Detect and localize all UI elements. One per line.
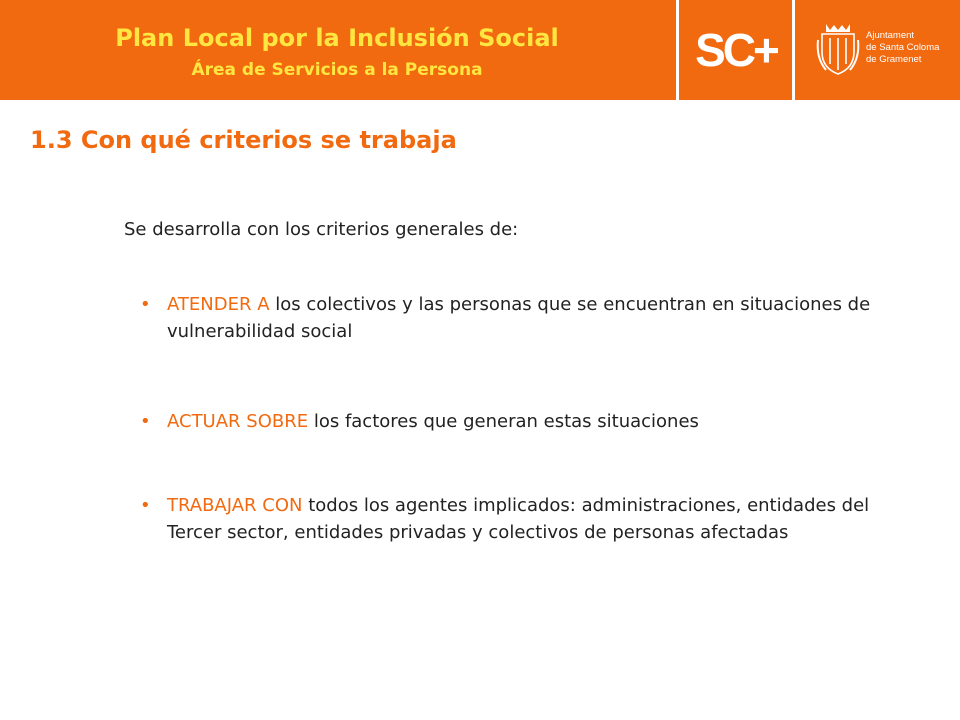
criterion-keyword: ATENDER A [167,294,270,315]
intro-text: Se desarrolla con los criterios generales de: [124,219,519,240]
list-item-text [167,492,897,546]
ajuntament-line: de Gramenet [866,54,922,65]
bullet-icon: • [140,495,151,516]
criterion-keyword: ACTUAR SOBRE [167,411,309,432]
ajuntament-logo [814,20,954,80]
criterion-keyword: TRABAJAR CON [167,495,303,516]
header-bar [0,0,960,100]
criterion-text: los factores que generan estas situaciones [308,411,699,432]
sc-plus-logo: SC+ [695,24,777,76]
header-divider [676,0,679,100]
ajuntament-name [866,30,956,66]
header-title: Plan Local por la Inclusión Social [115,24,559,52]
header-subtitle: Área de Servicios a la Persona [191,60,483,80]
bullet-icon: • [140,411,151,432]
section-title: 1.3 Con qué criterios se trabaja [30,126,457,154]
list-item-text [167,408,897,435]
ajuntament-line: Ajuntament [866,30,915,41]
criterion-text: todos los agentes implicados: administraciones, entidades del Tercer sector, entidades privadas y colectivos de personas afectadas [167,495,870,543]
header-title-area [0,0,674,100]
criterion-text: los colectivos y las personas que se encuentran en situaciones de vulnerabilidad social [167,294,871,342]
ajuntament-line: de Santa Coloma [866,42,940,53]
list-item-text [167,291,897,345]
bullet-icon: • [140,294,151,315]
header-divider [792,0,795,100]
municipal-seal-icon [814,20,862,80]
